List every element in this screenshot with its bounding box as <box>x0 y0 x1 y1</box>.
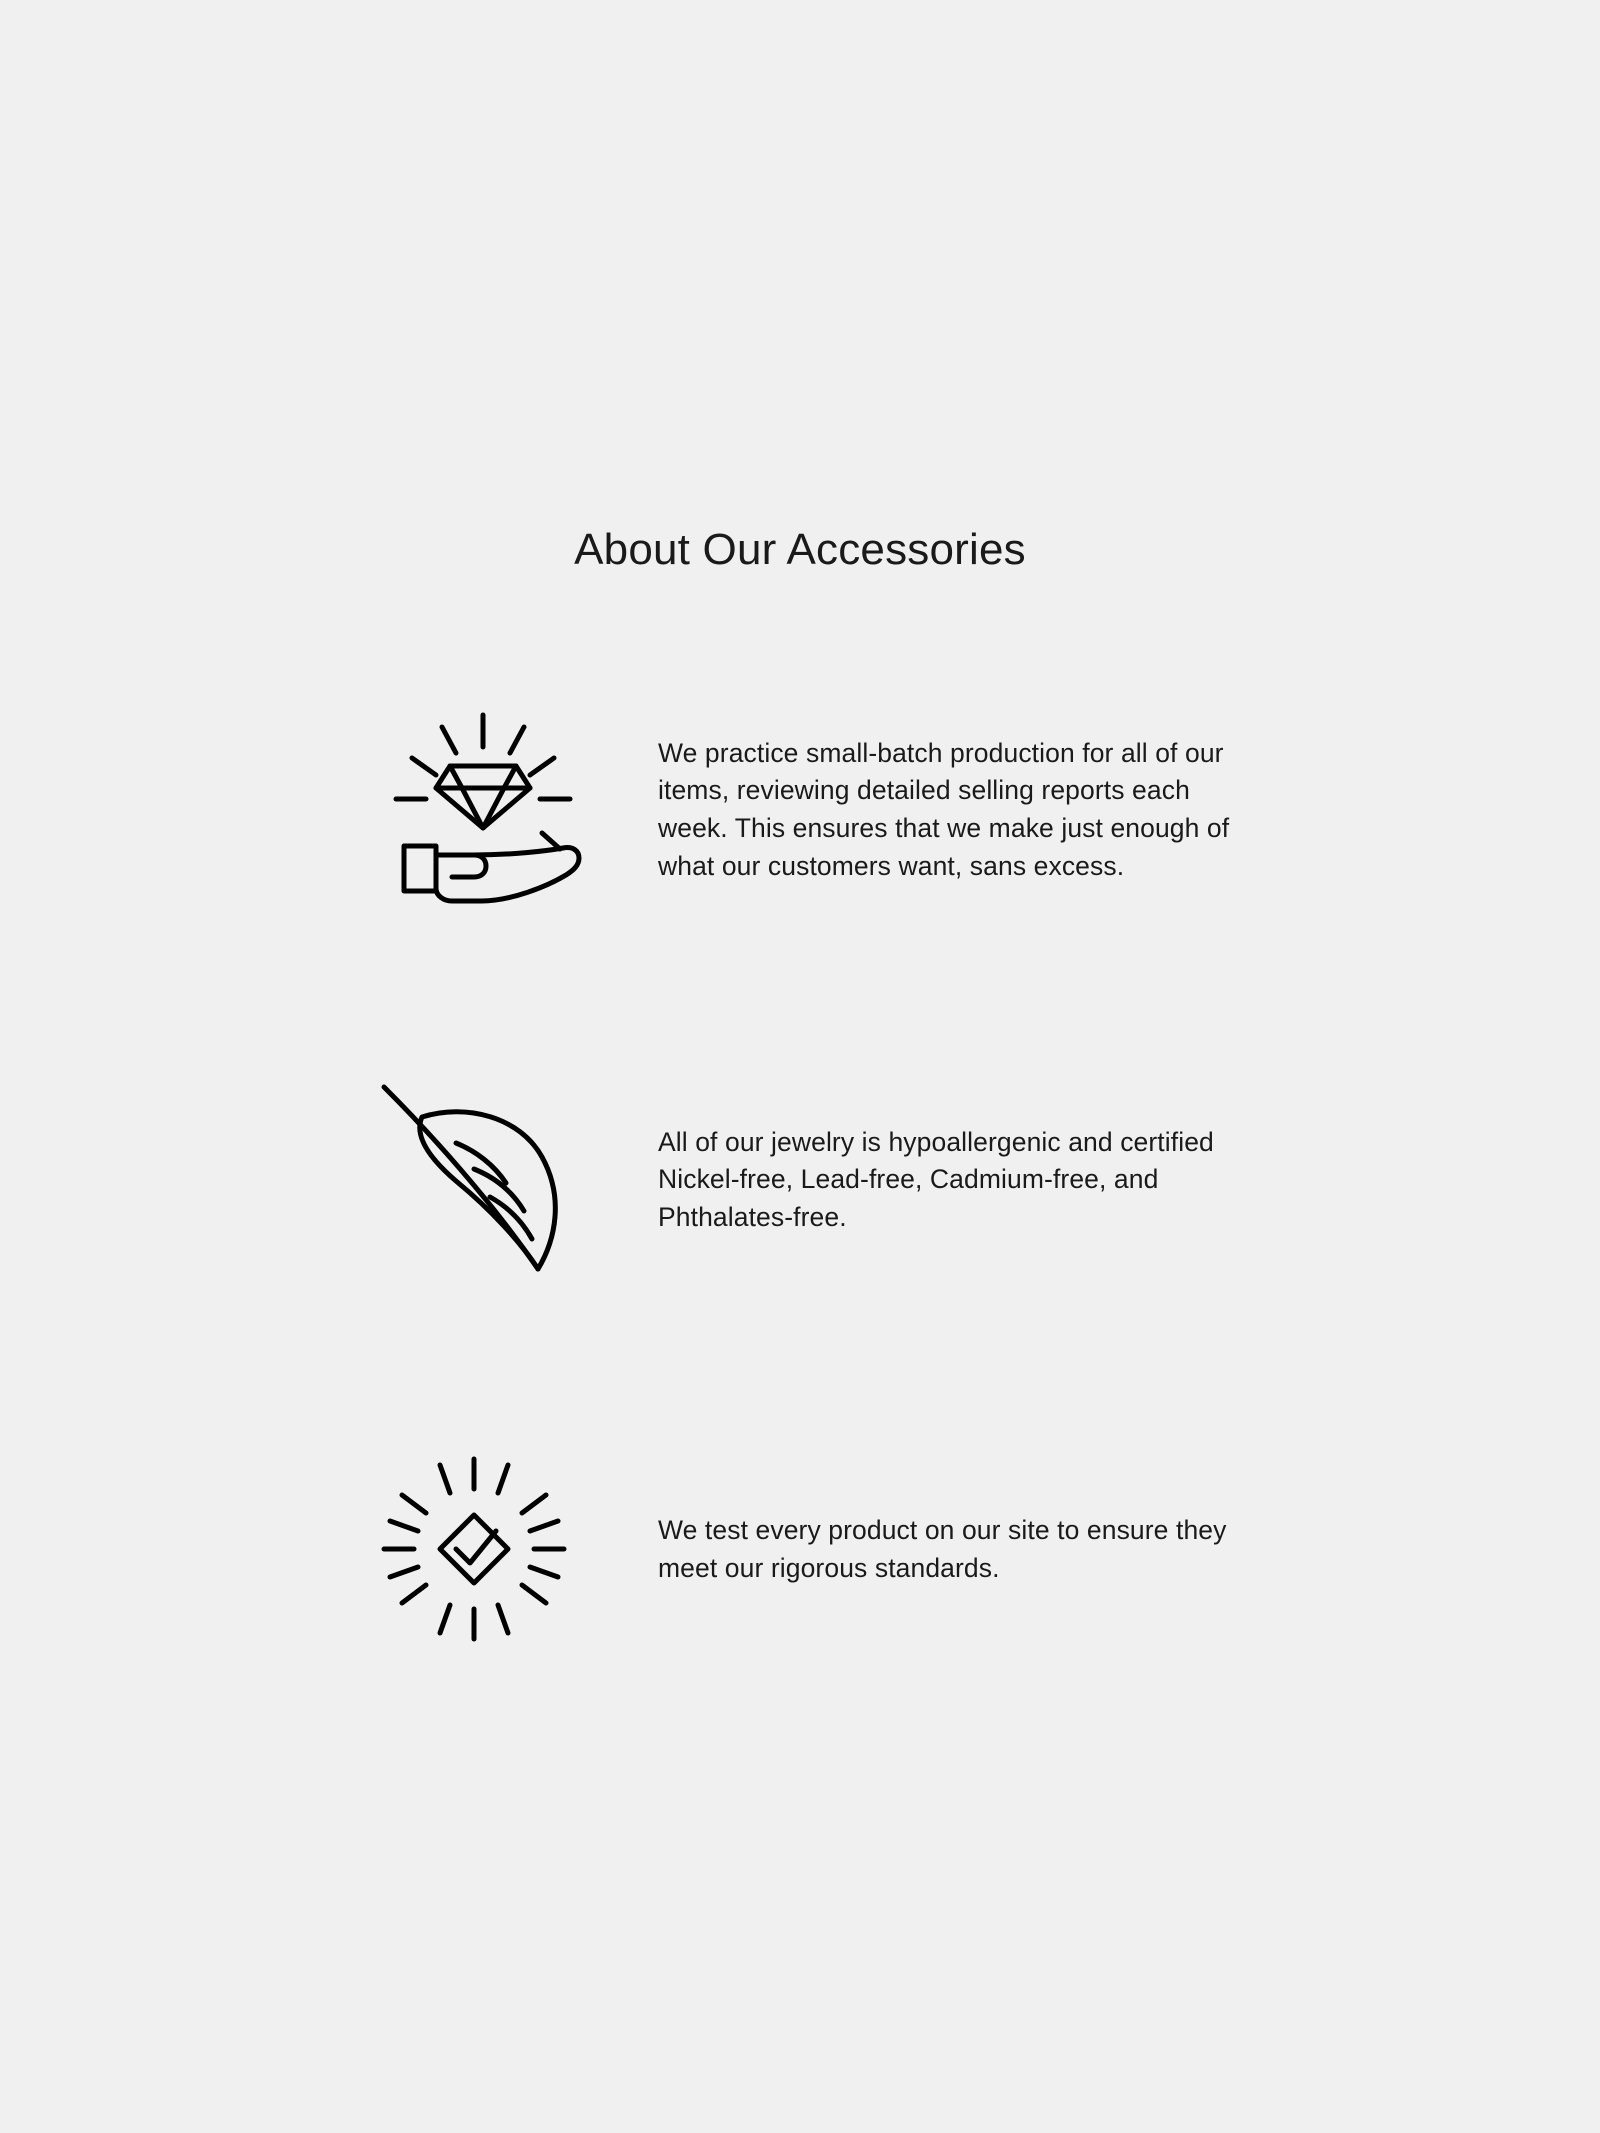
list-item-text: We practice small-batch production for all of our items, reviewing detailed selling reports each week. This ensures that we make just enough of what our customers want, sans excess. <box>658 737 1230 881</box>
shining-checkmark-icon <box>340 1400 640 1700</box>
hand-holding-diamond-icon <box>340 660 640 960</box>
page-title: About Our Accessories <box>574 525 1026 575</box>
list-item-text: We test every product on our site to ensure they meet our rigorous standards. <box>658 1515 1227 1583</box>
list-item <box>340 1030 1260 1330</box>
feather-icon <box>340 1030 640 1330</box>
list-item-text: All of our jewelry is hypoallergenic and certified Nickel-free, Lead-free, Cadmium-free, and Phthalates-free. <box>658 1126 1214 1232</box>
feature-list <box>340 660 1260 1770</box>
list-item <box>340 660 1260 960</box>
list-item <box>340 1400 1260 1700</box>
